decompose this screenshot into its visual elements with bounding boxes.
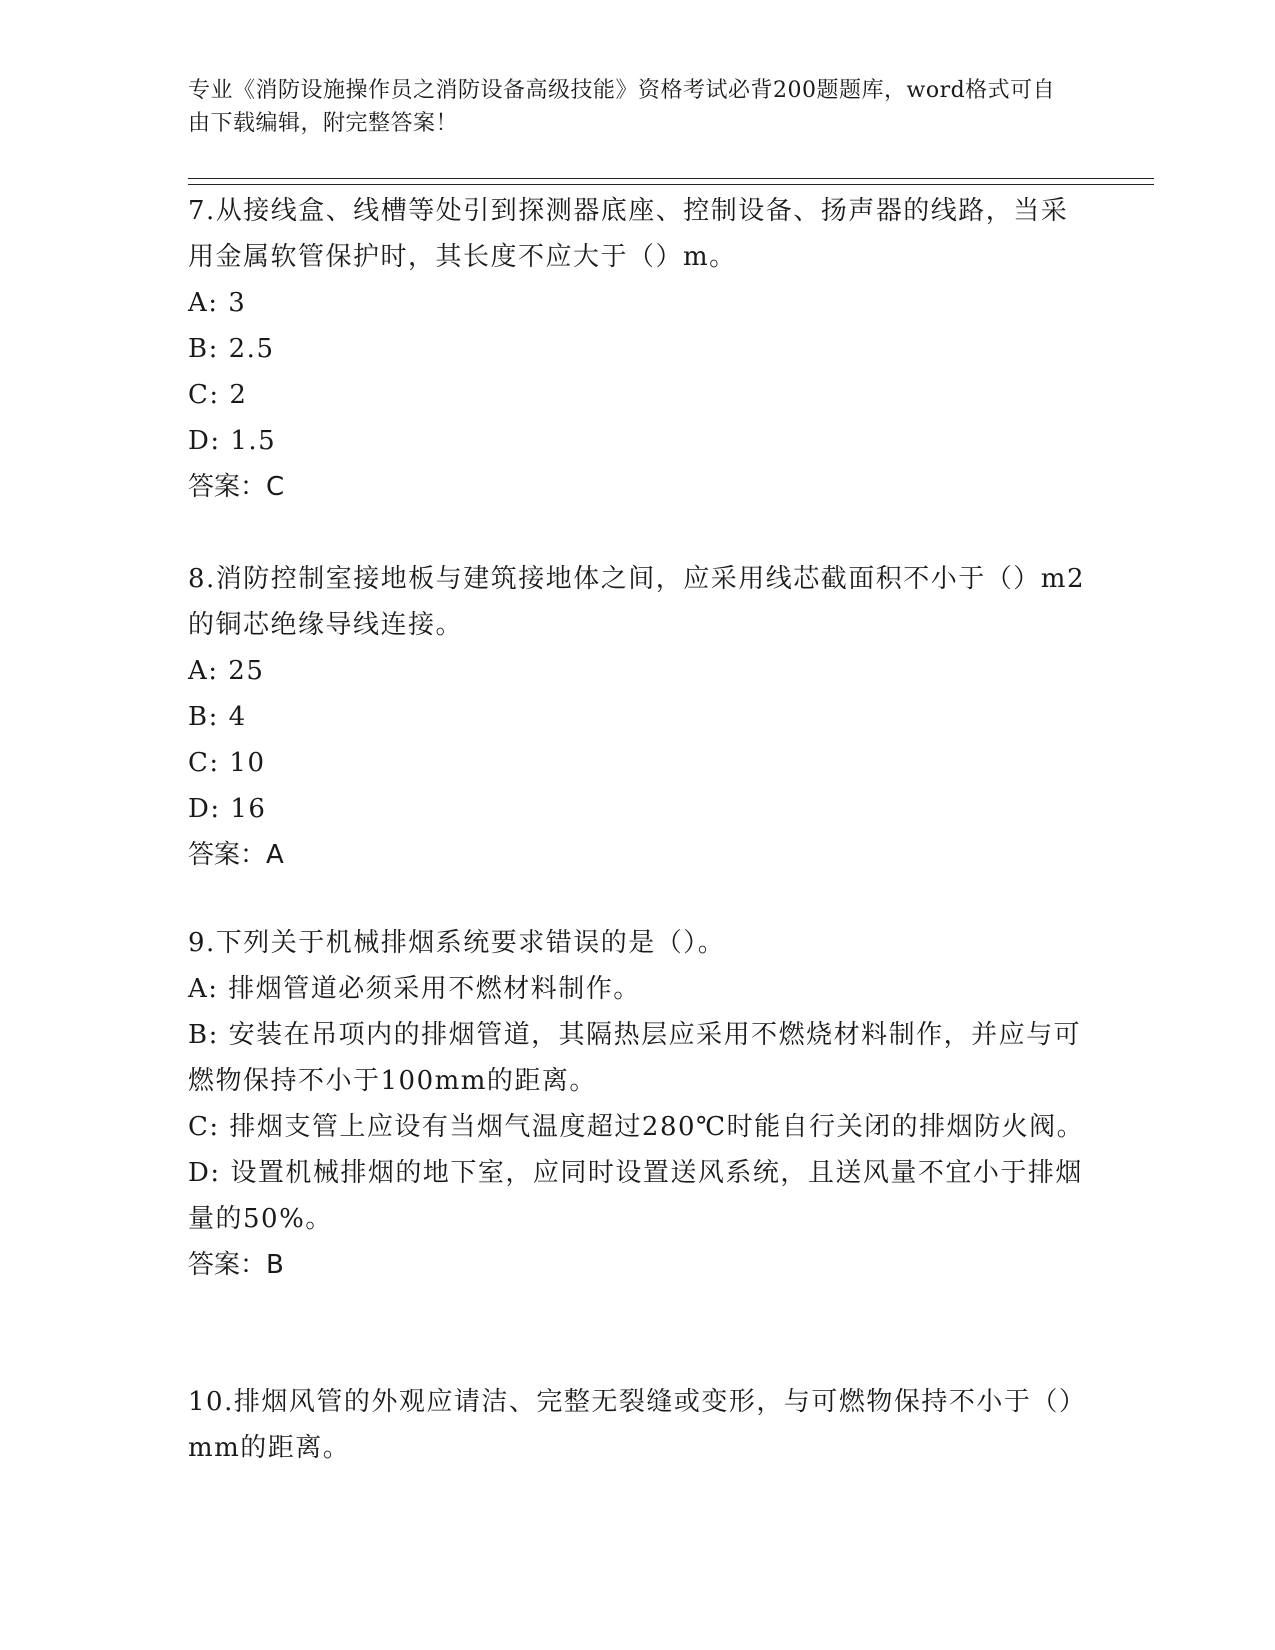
header-divider-top bbox=[188, 178, 1154, 179]
question-10 bbox=[188, 1379, 1088, 1471]
option-a: A: 25 bbox=[188, 656, 265, 686]
option-a: A: 排烟管道必须采用不燃材料制作。 bbox=[188, 974, 641, 1004]
question-stem: 10.排烟风管的外观应请洁、完整无裂缝或变形，与可燃物保持不小于（）mm的距离。 bbox=[188, 1387, 1087, 1463]
question-9 bbox=[188, 920, 1088, 1288]
option-a: A: 3 bbox=[188, 288, 247, 318]
question-stem: 8.消防控制室接地板与建筑接地体之间，应采用线芯截面积不小于（）m2的铜芯绝缘导线连接。 bbox=[188, 564, 1086, 640]
question-stem: 7.从接线盒、线槽等处引到探测器底座、控制设备、扬声器的线路，当采用金属软管保护时，其长度不应大于（）m。 bbox=[188, 196, 1069, 272]
answer: 答案：C bbox=[188, 472, 285, 502]
option-b: B: 2.5 bbox=[188, 334, 275, 364]
answer: 答案：B bbox=[188, 1250, 284, 1280]
header-divider-bottom bbox=[188, 184, 1154, 185]
option-d: D: 1.5 bbox=[188, 426, 277, 456]
option-c: C: 排烟支管上应设有当烟气温度超过280℃时能自行关闭的排烟防火阀。 bbox=[188, 1112, 1085, 1142]
document-header: 专业《消防设施操作员之消防设备高级技能》资格考试必背200题题库，word格式可自由下载编辑，附完整答案！ bbox=[188, 78, 1056, 136]
option-d: D: 设置机械排烟的地下室，应同时设置送风系统，且送风量不宜小于排烟量的50%。 bbox=[188, 1158, 1083, 1234]
question-stem: 9.下列关于机械排烟系统要求错误的是（）。 bbox=[188, 928, 726, 958]
option-c: C: 2 bbox=[188, 380, 248, 410]
answer: 答案：A bbox=[188, 840, 284, 870]
option-b: B: 安装在吊项内的排烟管道，其隔热层应采用不燃烧材料制作，并应与可燃物保持不小于100mm的距离。 bbox=[188, 1020, 1082, 1096]
question-8 bbox=[188, 556, 1088, 878]
option-b: B: 4 bbox=[188, 702, 247, 732]
question-7 bbox=[188, 188, 1088, 510]
option-d: D: 16 bbox=[188, 794, 267, 824]
option-c: C: 10 bbox=[188, 748, 266, 778]
